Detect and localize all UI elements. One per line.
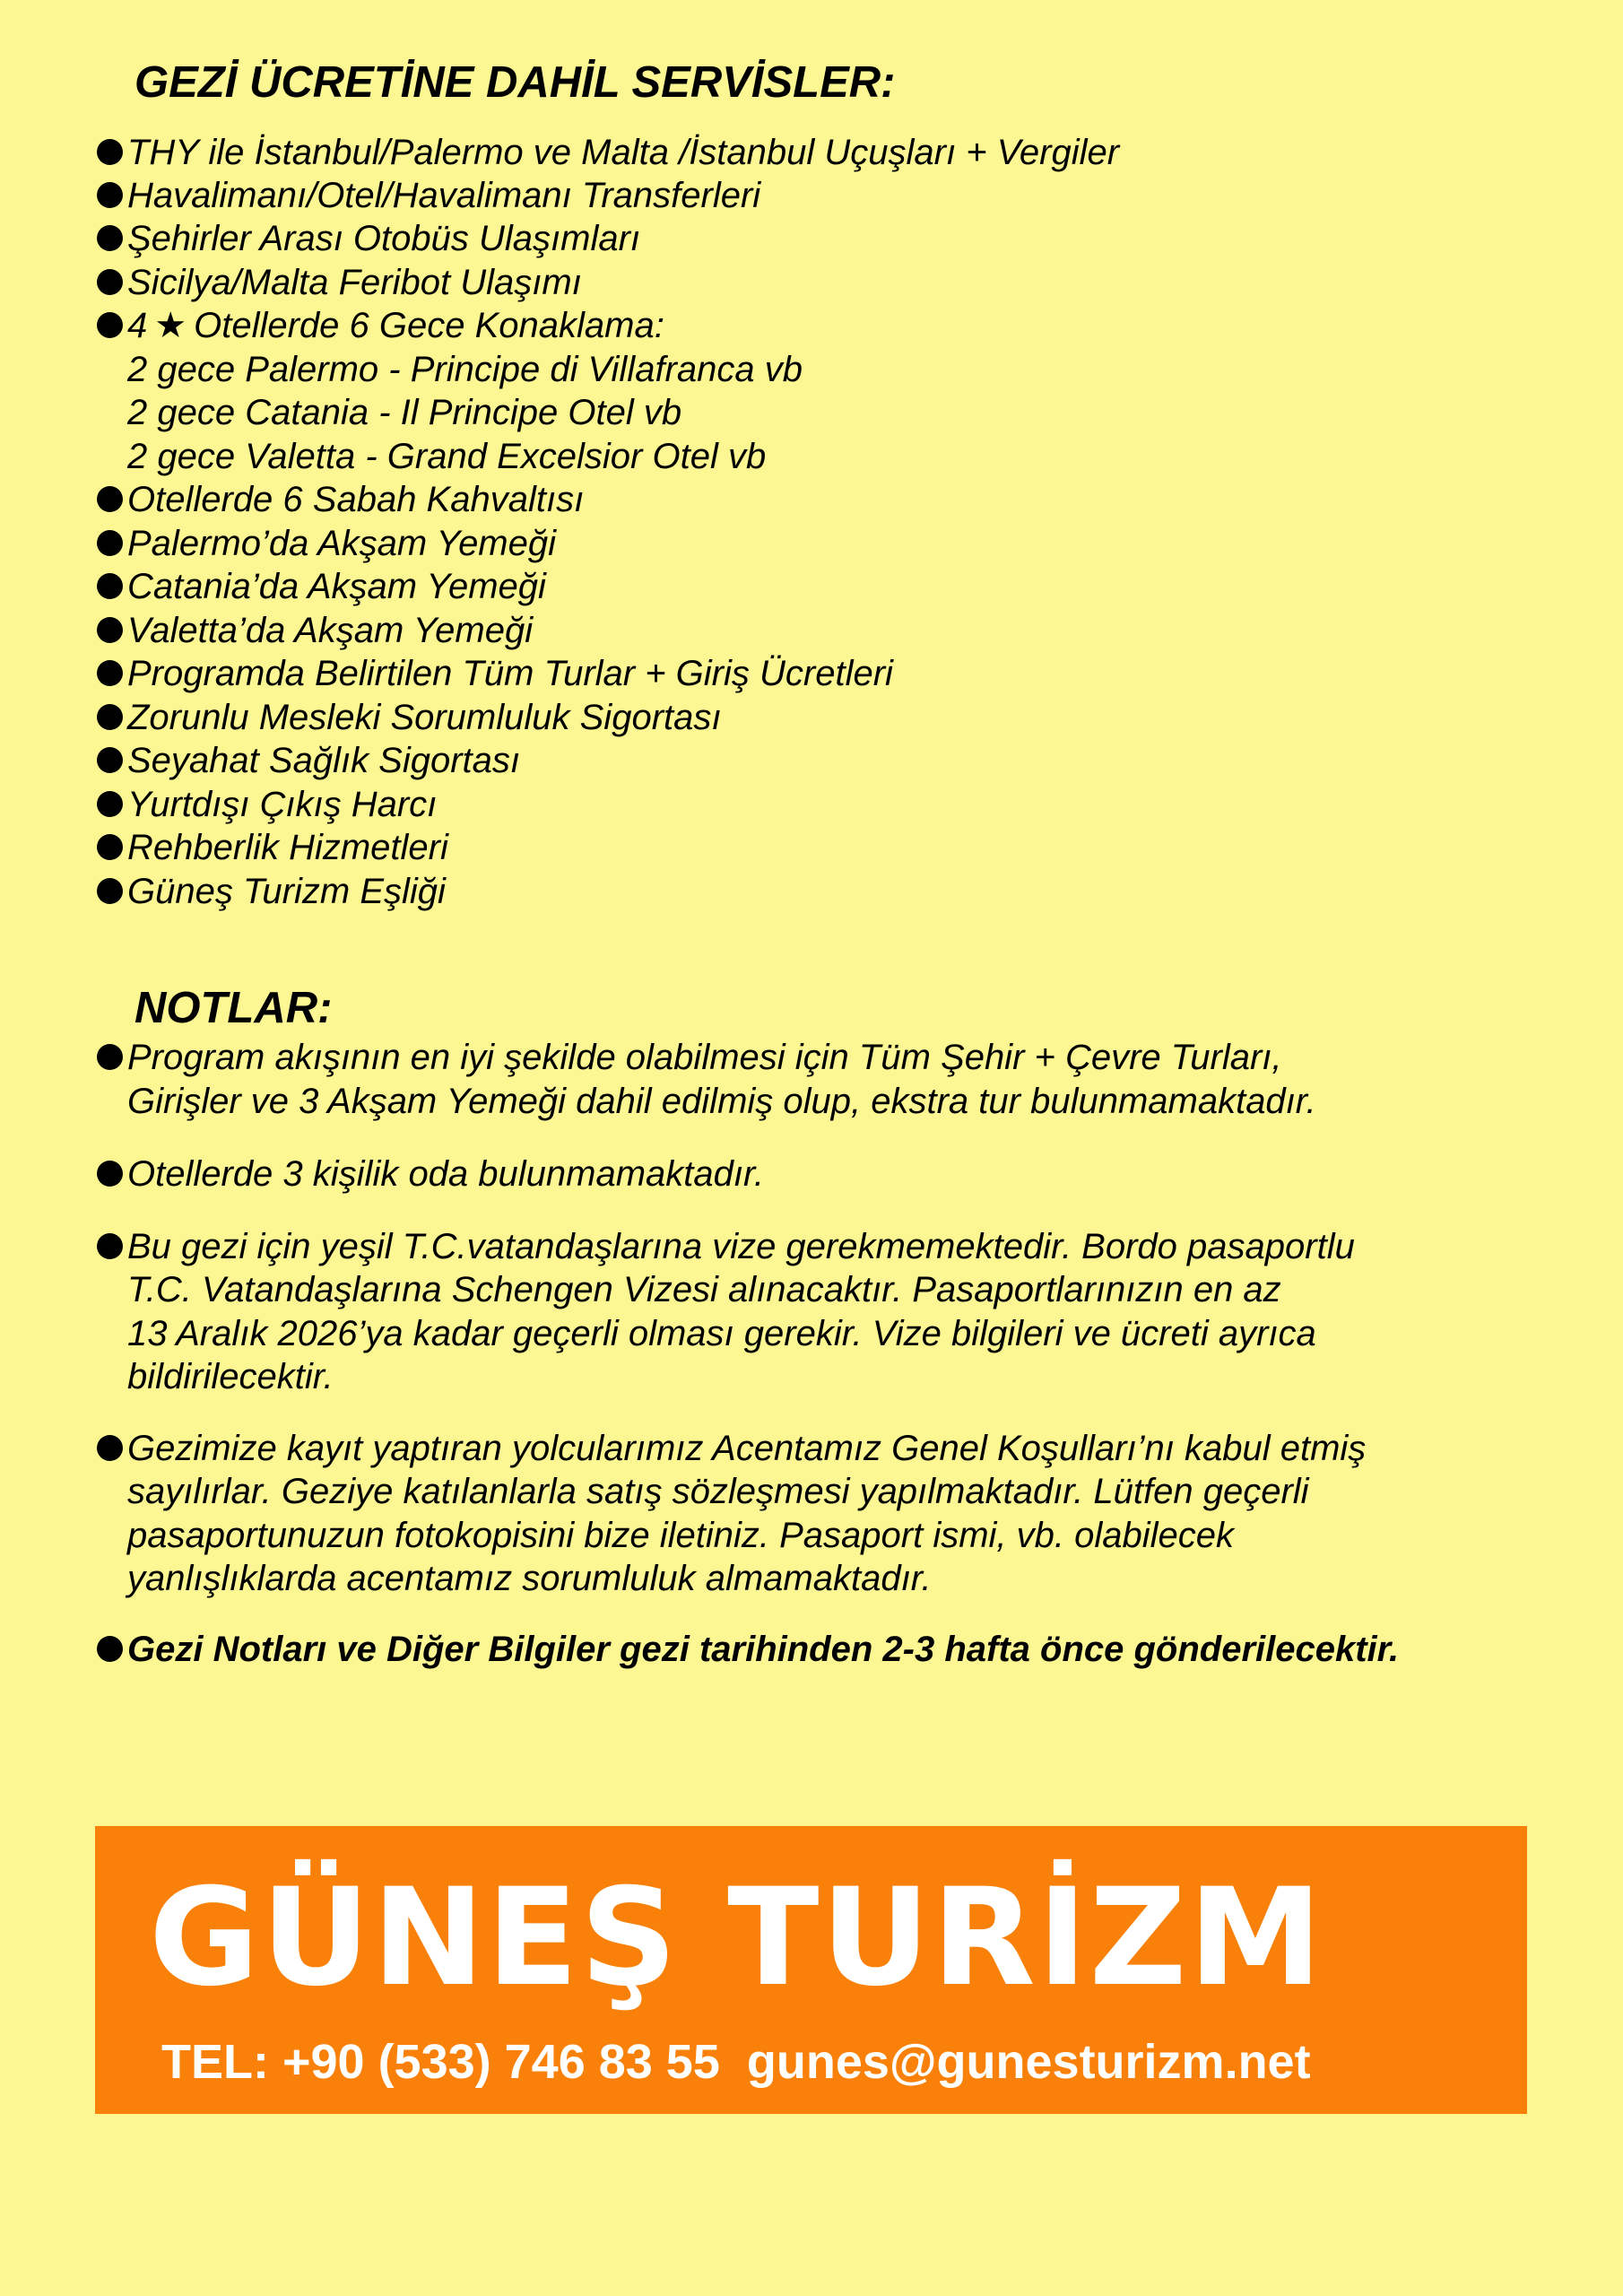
brand-banner (95, 1826, 1527, 2114)
bullet-icon (97, 704, 123, 730)
list-item: Programda Belirtilen Tüm Turlar + Giriş Ücretleri (97, 652, 893, 696)
bullet-icon (97, 486, 123, 512)
hotel-line: 2 gece Palermo - Principe di Villafranca vb (127, 350, 803, 389)
hotel-label: Otellerde 6 Gece Konaklama: (194, 306, 664, 345)
list-item-hotel (97, 304, 664, 348)
note-item: Bu gezi için yeşil T.C.vatandaşlarına vize gerekmemektedir. Bordo pasaportlu (97, 1225, 1355, 1269)
star-icon: ★ (154, 306, 187, 345)
bullet-icon (97, 1636, 123, 1662)
list-item: Palermo’da Akşam Yemeği (97, 522, 556, 566)
note-item-important: Gezi Notları ve Diğer Bilgiler gezi tarihinden 2-3 hafta önce gönderilecektir. (97, 1628, 1399, 1672)
bullet-icon (97, 834, 123, 860)
hotel-line: 2 gece Valetta - Grand Excelsior Otel vb (127, 437, 767, 476)
note-line: sayılırlar. Geziye katılanlarla satış sözleşmesi yapılmaktadır. Lütfen geçerli (127, 1472, 1309, 1511)
bullet-icon (97, 573, 123, 599)
bullet-icon (97, 1435, 123, 1461)
note-item: Program akışının en iyi şekilde olabilmesi için Tüm Şehir + Çevre Turları, (97, 1036, 1282, 1080)
bullet-icon (97, 1233, 123, 1259)
services-heading: GEZİ ÜCRETİNE DAHİL SERVİSLER: (135, 58, 896, 107)
list-item: Yurtdışı Çıkış Harcı (97, 783, 437, 827)
brand-logo: GÜNEŞ TURİZM (149, 1860, 1324, 2016)
phone-number[interactable]: TEL: +90 (533) 746 83 55 (161, 2035, 720, 2089)
note-line: T.C. Vatandaşlarına Schengen Vizesi alınacaktır. Pasaportlarınızın en az (127, 1270, 1281, 1309)
notes-heading: NOTLAR: (135, 984, 333, 1032)
bullet-icon (97, 791, 123, 817)
list-item: Seyahat Sağlık Sigortası (97, 739, 520, 783)
list-item: Valetta’da Akşam Yemeği (97, 609, 533, 653)
bullet-icon (97, 225, 123, 251)
list-item: Zorunlu Mesleki Sorumluluk Sigortası (97, 696, 721, 740)
note-line: Girişler ve 3 Akşam Yemeği dahil edilmiş olup, ekstra tur bulunmamaktadır. (127, 1082, 1316, 1121)
hotel-star-count: 4 (127, 306, 148, 345)
list-item: Rehberlik Hizmetleri (97, 826, 448, 870)
list-item: THY ile İstanbul/Palermo ve Malta /İstanbul Uçuşları + Vergiler (97, 131, 1119, 175)
brand-contact (161, 2035, 1311, 2089)
note-line: bildirilecektir. (127, 1357, 334, 1396)
note-line: 13 Aralık 2026’ya kadar geçerli olması gerekir. Vize bilgileri ve ücreti ayrıca (127, 1314, 1316, 1353)
bullet-icon (97, 1044, 123, 1070)
list-item: Havalimanı/Otel/Havalimanı Transferleri (97, 174, 760, 218)
note-line: pasaportunuzun fotokopisini bize iletiniz. Pasaport ismi, vb. olabilecek (127, 1516, 1235, 1555)
bullet-icon (97, 617, 123, 643)
list-item: Sicilya/Malta Feribot Ulaşımı (97, 261, 582, 305)
list-item: Güneş Turizm Eşliği (97, 870, 446, 914)
bullet-icon (97, 747, 123, 773)
bullet-icon (97, 312, 123, 338)
note-item: Otellerde 3 kişilik oda bulunmamaktadır. (97, 1152, 764, 1196)
note-line: yanlışlıklarda acentamız sorumluluk almamaktadır. (127, 1559, 932, 1598)
bullet-icon (97, 1161, 123, 1187)
bullet-icon (97, 269, 123, 295)
bullet-icon (97, 660, 123, 686)
list-item: Şehirler Arası Otobüs Ulaşımları (97, 217, 640, 261)
bullet-icon (97, 878, 123, 904)
note-item: Gezimize kayıt yaptıran yolcularımız Acentamız Genel Koşulları’nı kabul etmiş (97, 1427, 1366, 1471)
list-item: Otellerde 6 Sabah Kahvaltısı (97, 478, 584, 522)
list-item: Catania’da Akşam Yemeği (97, 565, 546, 609)
bullet-icon (97, 139, 123, 165)
hotel-line: 2 gece Catania - Il Principe Otel vb (127, 393, 682, 432)
bullet-icon (97, 530, 123, 556)
email-address[interactable]: gunes@gunesturizm.net (746, 2035, 1311, 2089)
bullet-icon (97, 182, 123, 208)
